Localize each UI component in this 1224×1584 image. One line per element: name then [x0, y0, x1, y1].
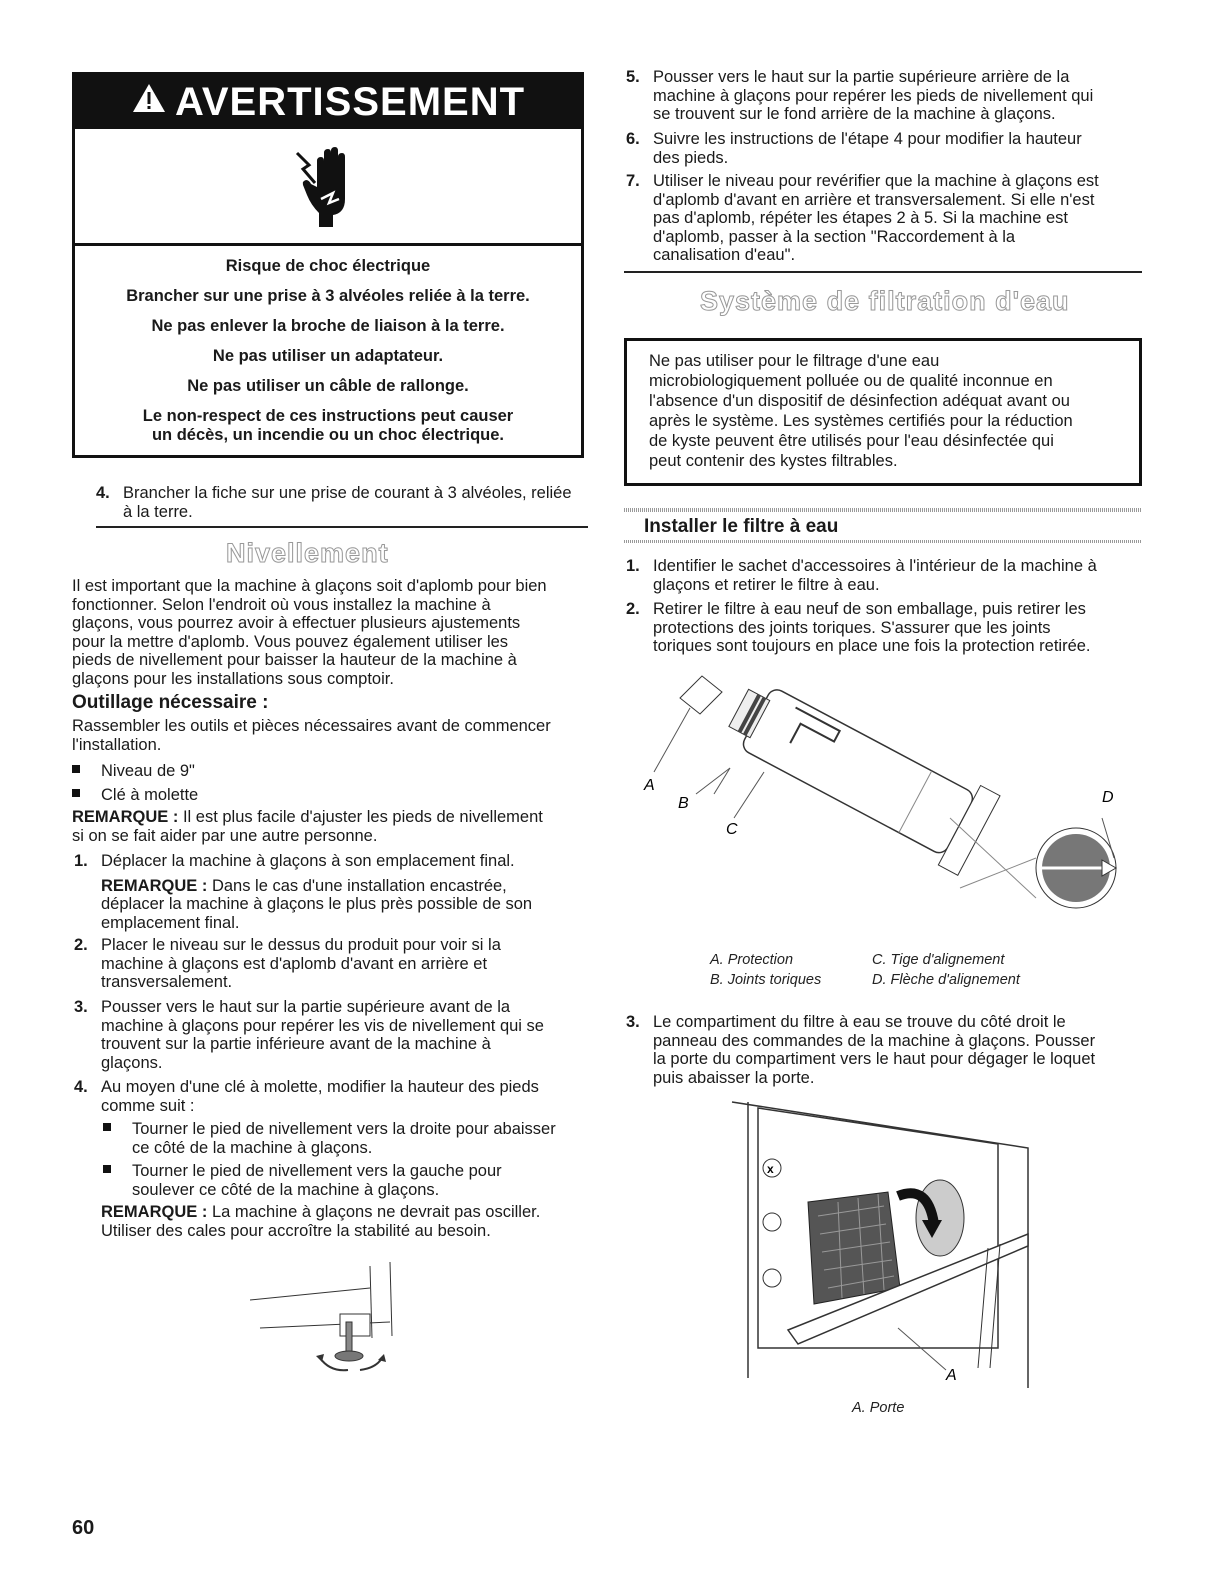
step-text: Déplacer la machine à glaçons à son emplacement final. [101, 852, 515, 870]
text-line: Tourner le pied de nivellement vers la gauche pour [132, 1162, 502, 1180]
step-text: Pousser vers le haut sur la partie supérieure arrière de la [653, 68, 1070, 86]
step-number: 2. [626, 600, 640, 618]
bullet-icon [72, 765, 80, 773]
text-line: déplacer la machine à glaçons le plus près possible de son [101, 895, 533, 913]
step-text: Brancher la fiche sur une prise de courant à 3 alvéoles, reliée [123, 484, 572, 502]
step-7-recheck [626, 172, 1143, 265]
tool-item [101, 786, 198, 805]
step-number: 3. [626, 1013, 640, 1031]
warning-line-7: un décès, un incendie ou un choc électrique. [151, 426, 505, 444]
step-text: canalisation d'eau". [653, 246, 796, 264]
step-text: Pousser vers le haut sur la partie supérieure avant de la [101, 998, 511, 1016]
warning-line-4: Ne pas utiliser un adaptateur. [212, 347, 444, 365]
warning-line-6: Le non-respect de ces instructions peut causer [142, 407, 514, 425]
text-line: ce côté de la machine à glaçons. [132, 1138, 373, 1157]
tool-label: Niveau de 9" [101, 762, 195, 780]
text-line: La machine à glaçons ne devrait pas osciller. [211, 1203, 541, 1221]
step-5-push-rear [626, 68, 1143, 124]
filter-compartment-illustration [728, 1098, 1038, 1388]
step-4-adjust [74, 1078, 591, 1115]
step-text: machine à glaçons pour repérer les pieds de nivellement qui [653, 86, 1094, 105]
bullet-icon [103, 1123, 111, 1131]
intro-line: fonctionner. Selon l'endroit où vous installez la machine à [72, 595, 491, 614]
text-line: soulever ce côté de la machine à glaçons. [132, 1180, 440, 1199]
intro-line: Il est important que la machine à glaçons soit d'aplomb pour bien [72, 577, 547, 595]
divider [96, 526, 588, 528]
text-line: Il est plus facile d'ajuster les pieds de nivellement [182, 808, 543, 826]
step-text: pas d'aplomb, répéter les étapes 2 à 5. Si la machine est [653, 209, 1068, 227]
filtration-title: Système de filtration d'eau [700, 286, 1070, 316]
label-c: C [726, 821, 738, 838]
notice-line: l'absence d'un dispositif de désinfection adéquat avant ou [649, 392, 1070, 410]
electric-shock-hand-icon [293, 143, 363, 229]
text-line: emplacement final. [101, 913, 240, 932]
outillage-text [72, 717, 592, 754]
notice-line: Ne pas utiliser pour le filtrage d'une eau [649, 352, 940, 370]
step-text: d'aplomb, passer à la section "Raccordement à la [653, 227, 1016, 246]
step-3-push [74, 998, 591, 1072]
notice-line: de kyste peuvent être utilisés pour l'eau désinfectée qui [649, 432, 1054, 450]
text-line: Dans le cas d'une installation encastrée, [211, 876, 507, 895]
step-text: se trouvent sur le fond arrière de la machine à glaçons. [653, 105, 1056, 123]
text-line: l'installation. [72, 735, 162, 754]
step-number: 5. [626, 68, 640, 86]
notice-line: peut contenir des kystes filtrables. [649, 452, 898, 470]
outillage-heading: Outillage nécessaire : [72, 692, 269, 713]
adjust-bullet-1 [132, 1120, 592, 1157]
step-text: machine à glaçons est d'aplomb d'avant en arrière et [101, 954, 488, 973]
intro-line: pieds de nivellement pour baisser la hauteur de la machine à [72, 651, 517, 669]
divider [624, 271, 1142, 273]
caption-door: A. Porte [852, 1400, 905, 1416]
notice-line: microbiologiquement polluée ou de qualité inconnue en [649, 372, 1053, 390]
step-number: 2. [74, 936, 88, 954]
step-number: 3. [74, 998, 88, 1016]
intro-line: glaçons pour les installations sous comptoir. [72, 669, 394, 688]
warning-header [75, 75, 581, 129]
step-number: 6. [626, 130, 640, 148]
warning-line-1: Risque de choc électrique [225, 257, 431, 275]
remarque-stability [101, 1203, 591, 1240]
step-text: Utiliser le niveau pour revérifier que la machine à glaçons est [653, 172, 1099, 190]
label-door: A [946, 1367, 957, 1384]
step-2-level [74, 936, 591, 992]
step-text: Au moyen d'une clé à molette, modifier la hauteur des pieds [101, 1078, 539, 1096]
leveling-foot-illustration [250, 1258, 410, 1378]
step-text: Le compartiment du filtre à eau se trouve du côté droit le [653, 1013, 1066, 1031]
warning-title: AVERTISSEMENT [174, 79, 526, 124]
text-line: si on se fait aider par une autre personne. [72, 826, 378, 845]
step-text: Placer le niveau sur le dessus du produit pour voir si la [101, 936, 501, 954]
dotted-rule [624, 508, 1142, 512]
install-filter-heading: Installer le filtre à eau [644, 516, 839, 537]
step-text: trouvent sur la partie inférieure avant de la machine à [101, 1035, 491, 1053]
step-text: comme suit : [101, 1096, 195, 1115]
bullet-icon [103, 1165, 111, 1173]
step-text: à la terre. [123, 502, 193, 521]
warning-line-3: Ne pas enlever la broche de liaison à la terre. [151, 317, 505, 335]
label-d: D [1102, 789, 1114, 806]
text-line: Tourner le pied de nivellement vers la droite pour abaisser [132, 1120, 556, 1138]
step-text: d'aplomb d'avant en arrière et transversalement. Si elle n'est [653, 190, 1095, 209]
step-4-plug [96, 484, 593, 521]
screw-icon: x [767, 1162, 774, 1176]
warning-triangle-icon [131, 82, 167, 123]
step-text: Suivre les instructions de l'étape 4 pour modifier la hauteur [653, 130, 1082, 148]
filtration-notice [624, 338, 1142, 486]
tool-label: Clé à molette [101, 786, 199, 804]
step-text: toriques sont toujours en place une fois la protection retirée. [653, 637, 1091, 655]
step-text: panneau des commandes de la machine à glaçons. Pousser [653, 1031, 1096, 1050]
text-line: Rassembler les outils et pièces nécessaires avant de commencer [72, 717, 551, 735]
nivellement-title: Nivellement [226, 538, 389, 568]
filter-step-3 [626, 1013, 1143, 1087]
step-number: 7. [626, 172, 640, 190]
step-text: glaçons. [101, 1053, 163, 1072]
remarque-label: REMARQUE : [72, 808, 179, 826]
step-text: machine à glaçons pour repérer les vis de nivellement qui se [101, 1016, 544, 1035]
nivellement-intro [72, 577, 592, 688]
caption-protection: A. Protection [710, 952, 794, 968]
step-text: Retirer le filtre à eau neuf de son emballage, puis retirer les [653, 600, 1086, 618]
label-a: A [644, 777, 655, 794]
intro-line: pour la mettre d'aplomb. Vous pouvez également utiliser les [72, 632, 509, 651]
step-number: 4. [74, 1078, 88, 1096]
page-number: 60 [72, 1517, 95, 1539]
tool-item [101, 762, 195, 781]
step-6-follow [626, 130, 1143, 167]
remarque-1 [72, 808, 592, 845]
warning-line-5: Ne pas utiliser un câble de rallonge. [187, 377, 469, 395]
step-number: 1. [74, 852, 88, 870]
caption-alignment-rod: C. Tige d'alignement [872, 952, 1005, 968]
step-text: transversalement. [101, 973, 233, 991]
warning-box [72, 72, 584, 458]
notice-line: après le système. Les systèmes certifiés pour la réduction [649, 412, 1073, 430]
label-b: B [678, 795, 689, 812]
step-text: Identifier le sachet d'accessoires à l'intérieur de la machine à [653, 557, 1097, 575]
step-number: 4. [96, 484, 110, 502]
step-text: des pieds. [653, 148, 729, 167]
remarque-label: REMARQUE : [101, 876, 208, 895]
step-1-move [74, 852, 591, 932]
step-text: la porte du compartiment vers le haut pour dégager le loquet [653, 1050, 1096, 1068]
caption-o-rings: B. Joints toriques [710, 972, 822, 988]
bullet-icon [72, 789, 80, 797]
step-text: glaçons et retirer le filtre à eau. [653, 575, 880, 594]
remarque-label: REMARQUE : [101, 1203, 208, 1221]
water-filter-illustration [630, 668, 1130, 938]
step-number: 1. [626, 557, 640, 575]
caption-alignment-arrow: D. Flèche d'alignement [872, 972, 1020, 988]
intro-line: glaçons, vous pourrez avoir à effectuer plusieurs ajustements [72, 614, 521, 632]
step-text: puis abaisser la porte. [653, 1068, 815, 1087]
filter-step-2 [626, 600, 1143, 656]
electric-shock-area [75, 129, 581, 246]
dotted-rule [624, 540, 1142, 543]
filter-step-1 [626, 557, 1143, 594]
text-line: Utiliser des cales pour accroître la stabilité au besoin. [101, 1221, 491, 1240]
step-text: protections des joints toriques. S'assurer que les joints [653, 618, 1051, 637]
adjust-bullet-2 [132, 1162, 592, 1199]
warning-line-2: Brancher sur une prise à 3 alvéoles reliée à la terre. [126, 287, 530, 305]
